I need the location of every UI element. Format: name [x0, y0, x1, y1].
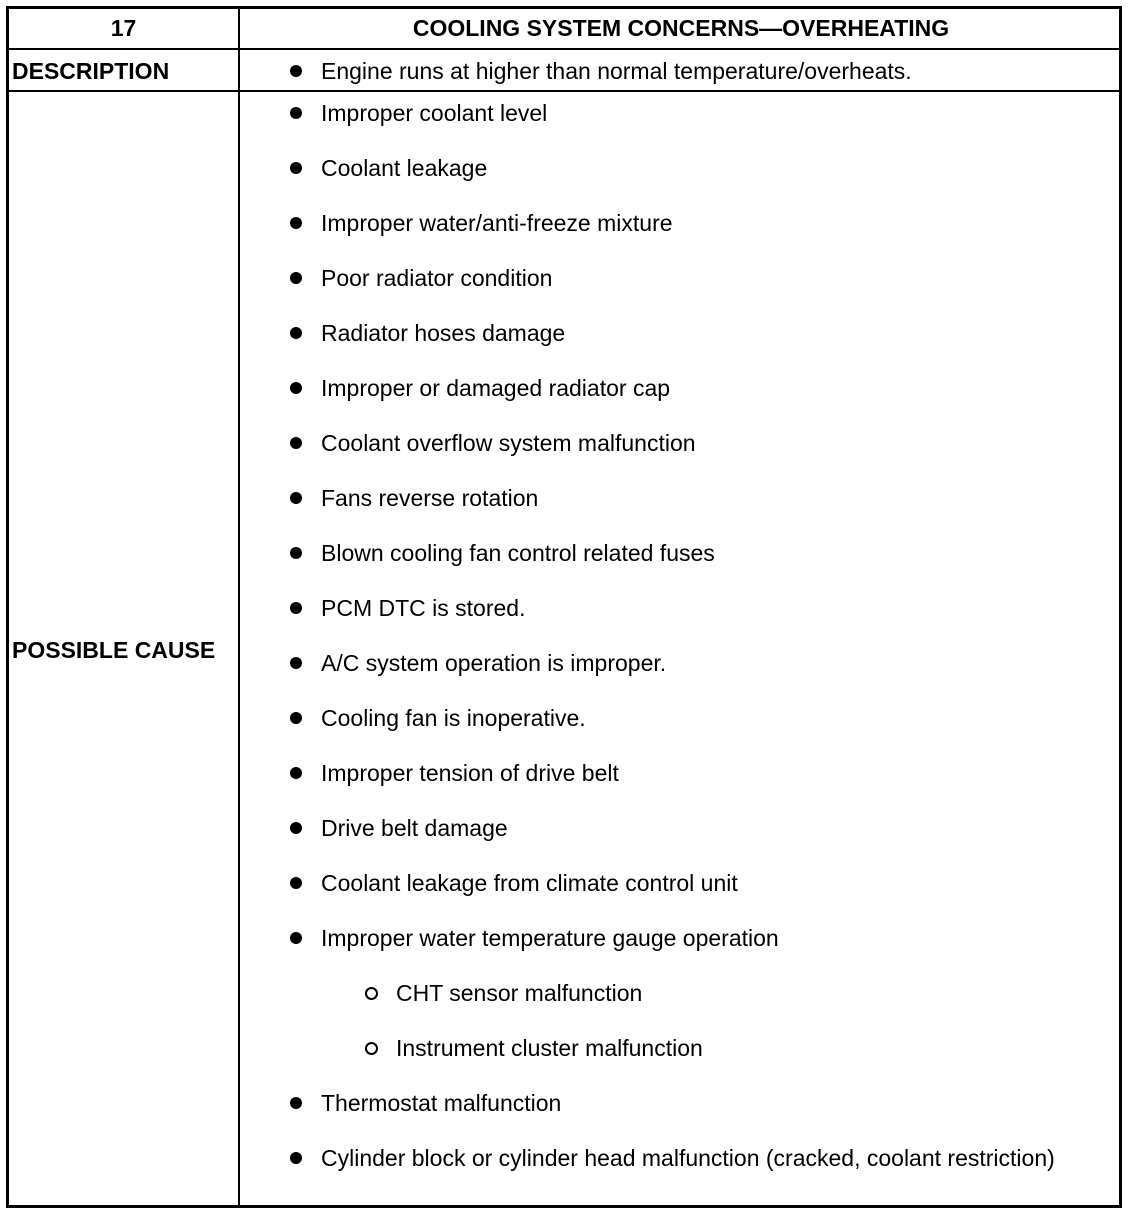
cause-text: Improper coolant level — [321, 100, 548, 126]
filled-bullet-icon — [290, 217, 302, 229]
hollow-bullet-icon — [365, 1042, 378, 1055]
column-divider — [238, 9, 240, 1205]
header-divider — [9, 48, 1119, 50]
cause-text: Improper water/anti-freeze mixture — [321, 210, 673, 236]
filled-bullet-icon — [290, 382, 302, 394]
filled-bullet-icon — [290, 1097, 302, 1109]
description-label: DESCRIPTION — [12, 58, 170, 84]
cause-text: Coolant leakage — [321, 155, 488, 181]
description-divider — [9, 90, 1119, 92]
cause-subitem-text: CHT sensor malfunction — [396, 980, 643, 1006]
cause-text: Improper water temperature gauge operation — [321, 925, 779, 951]
filled-bullet-icon — [290, 272, 302, 284]
filled-bullet-icon — [290, 437, 302, 449]
cause-text: Thermostat malfunction — [321, 1090, 562, 1116]
concern-number: 17 — [110, 15, 137, 41]
cause-text: Improper tension of drive belt — [321, 760, 619, 786]
cause-text: Drive belt damage — [321, 815, 508, 841]
filled-bullet-icon — [290, 822, 302, 834]
filled-bullet-icon — [290, 712, 302, 724]
filled-bullet-icon — [290, 162, 302, 174]
concern-title: COOLING SYSTEM CONCERNS—OVERHEATING — [412, 15, 950, 41]
filled-bullet-icon — [290, 1152, 302, 1164]
cause-text: A/C system operation is improper. — [321, 650, 667, 676]
filled-bullet-icon — [290, 327, 302, 339]
filled-bullet-icon — [290, 602, 302, 614]
cause-text: PCM DTC is stored. — [321, 595, 526, 621]
filled-bullet-icon — [290, 65, 302, 77]
possible-cause-label: POSSIBLE CAUSE — [12, 637, 216, 663]
cause-text: Improper or damaged radiator cap — [321, 375, 671, 401]
filled-bullet-icon — [290, 547, 302, 559]
filled-bullet-icon — [290, 107, 302, 119]
description-text: Engine runs at higher than normal temperature/overheats. — [321, 58, 912, 84]
cause-text: Poor radiator condition — [321, 265, 553, 291]
hollow-bullet-icon — [365, 987, 378, 1000]
cause-text: Fans reverse rotation — [321, 485, 539, 511]
filled-bullet-icon — [290, 767, 302, 779]
filled-bullet-icon — [290, 657, 302, 669]
filled-bullet-icon — [290, 877, 302, 889]
cause-text: Coolant overflow system malfunction — [321, 430, 696, 456]
cause-text: Coolant leakage from climate control unit — [321, 870, 738, 896]
filled-bullet-icon — [290, 492, 302, 504]
cause-text: Blown cooling fan control related fuses — [321, 540, 715, 566]
cause-text: Radiator hoses damage — [321, 320, 566, 346]
filled-bullet-icon — [290, 932, 302, 944]
cause-text: Cylinder block or cylinder head malfunction (cracked, coolant restriction) — [321, 1145, 1055, 1171]
troubleshooting-table — [6, 6, 1122, 1208]
cause-text: Cooling fan is inoperative. — [321, 705, 586, 731]
cause-subitem-text: Instrument cluster malfunction — [396, 1035, 703, 1061]
